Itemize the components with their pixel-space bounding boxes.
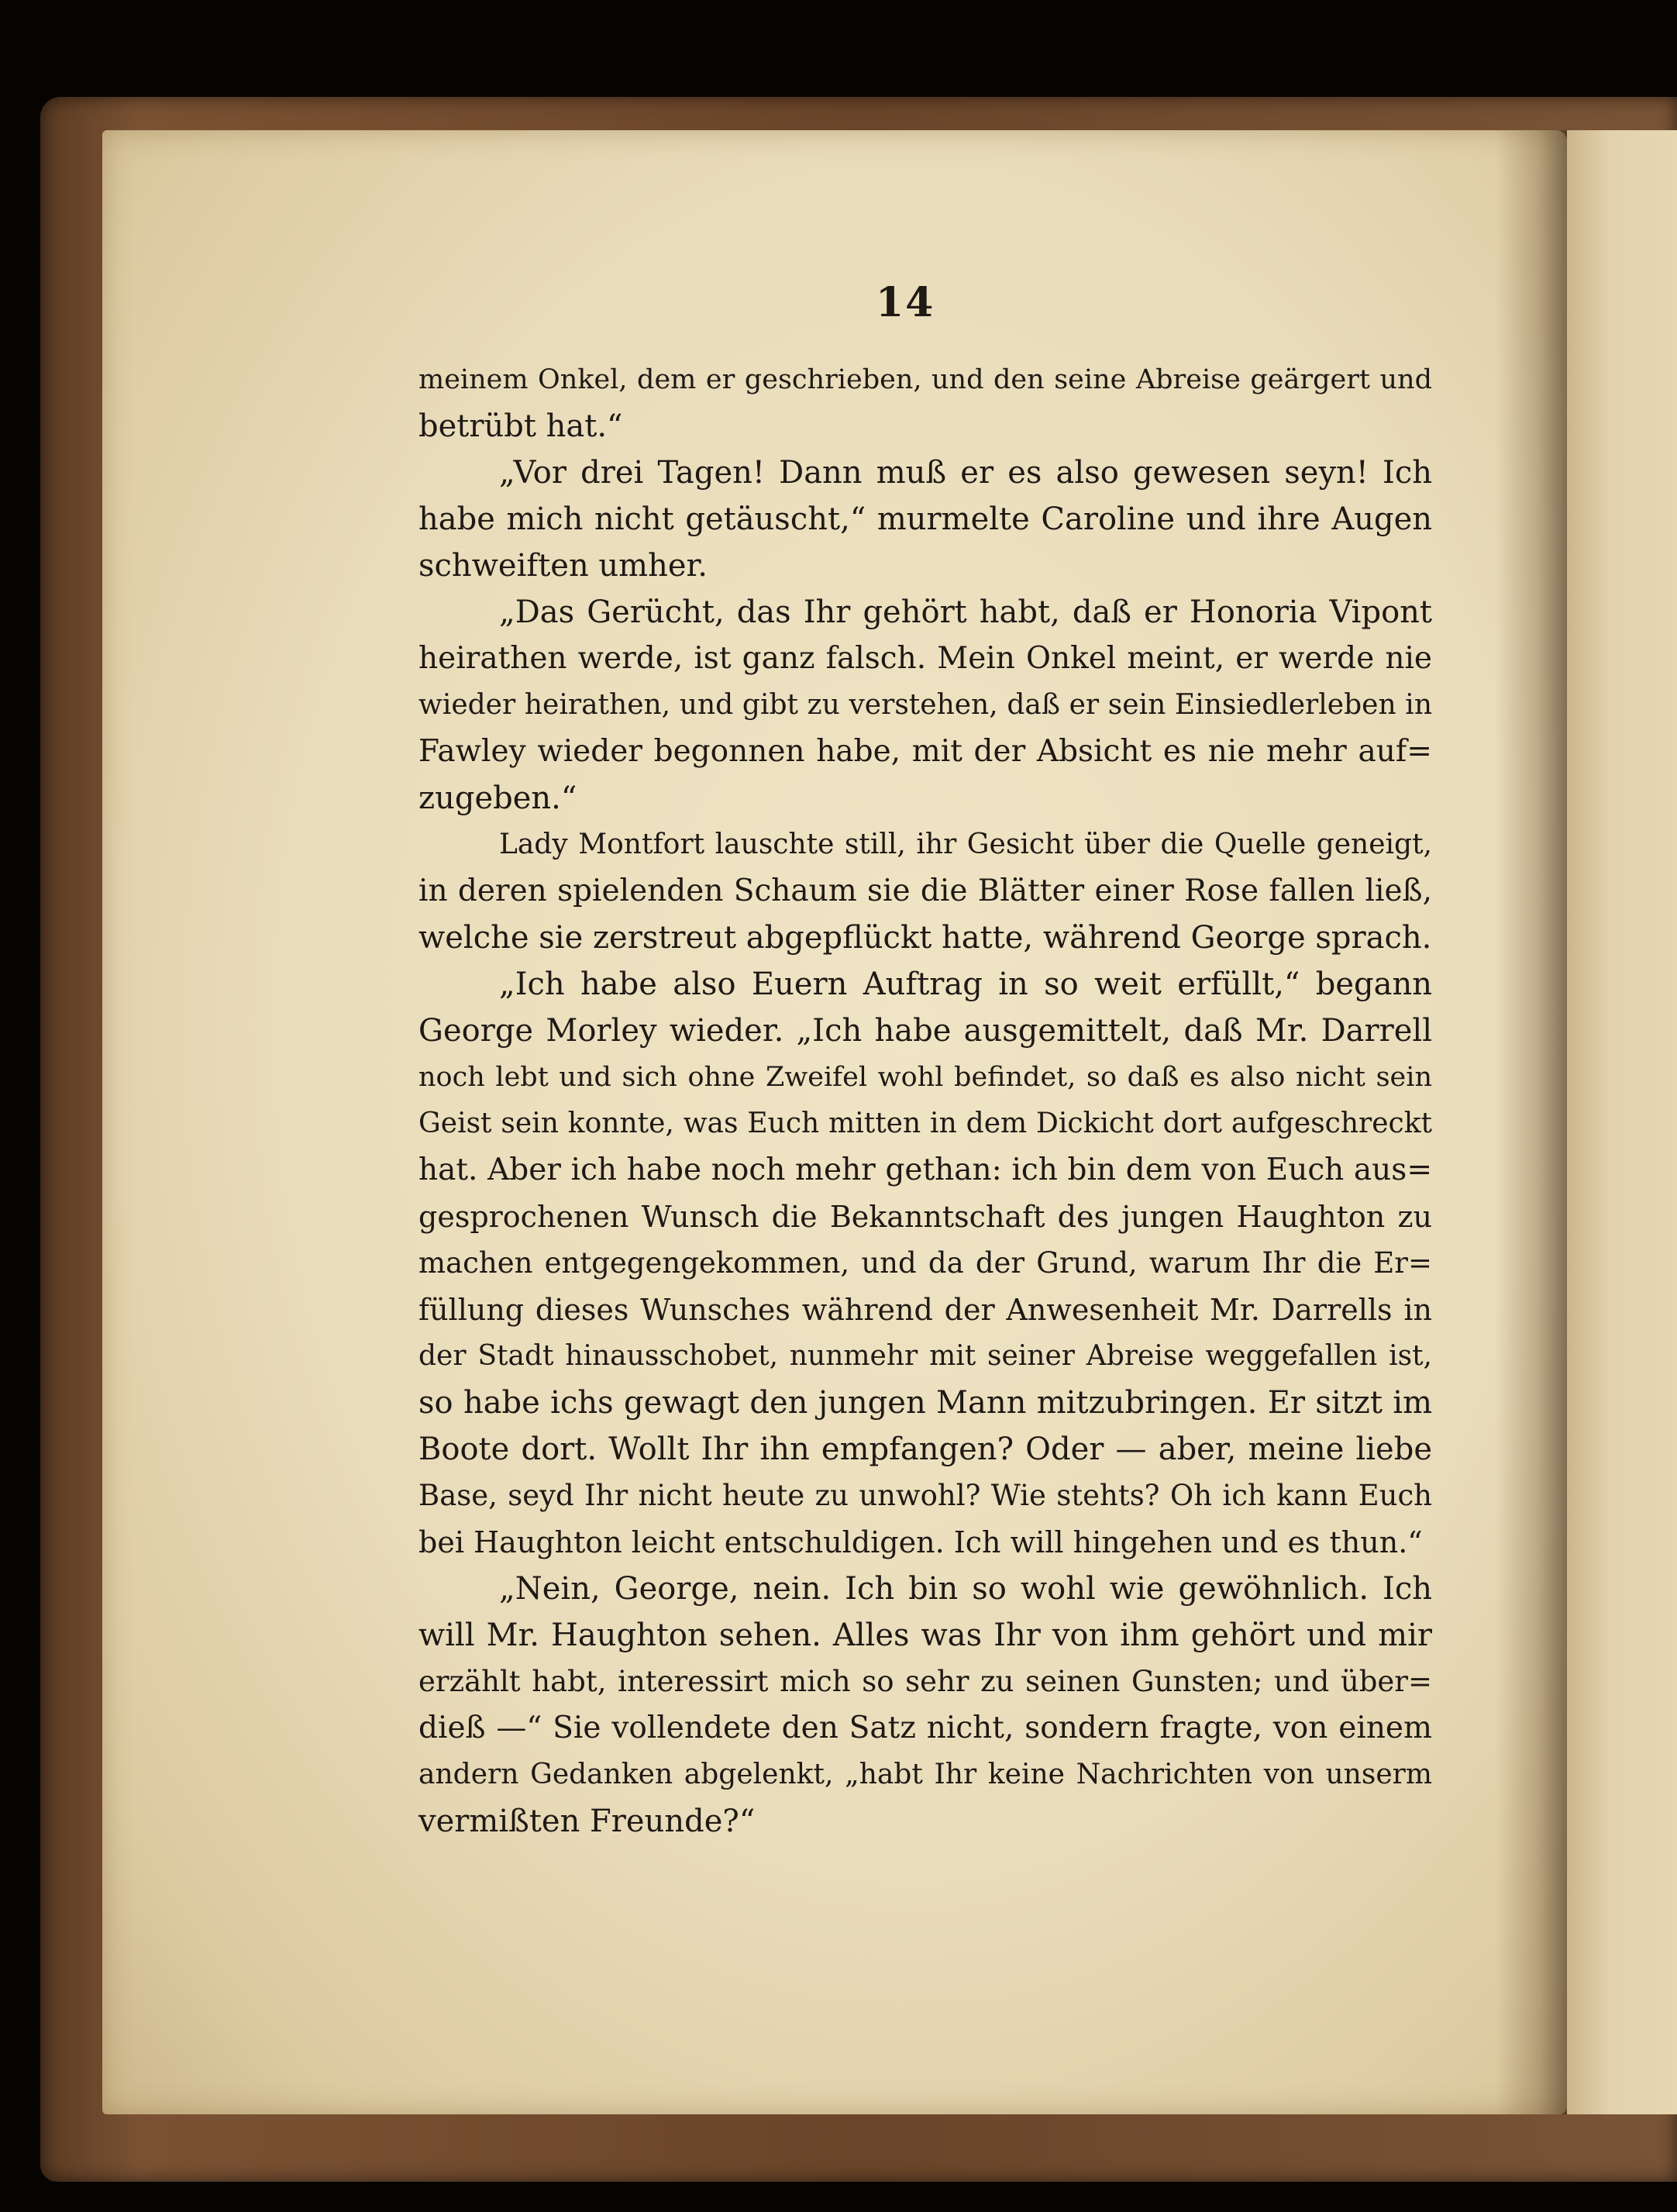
text-line: in deren spielenden Schaum sie die Blätter einer Rose fallen ließ, — [418, 873, 1432, 908]
text-line: „Das Gerücht, das Ihr gehört habt, daß er Honoria Vipont — [499, 594, 1432, 630]
body-text — [418, 357, 1432, 1845]
text-line: meinem Onkel, dem er geschrieben, und den seine Abreise geärgert und — [418, 364, 1432, 395]
text-line: welche sie zerstreut abgepflückt hatte, während George sprach. — [418, 920, 1432, 956]
text-line: Geist sein konnte, was Euch mitten in dem Dickicht dort aufgeschreckt — [418, 1108, 1432, 1139]
text-line: füllung dieses Wunsches während der Anwesenheit Mr. Darrells in — [418, 1293, 1432, 1327]
text-line: betrübt hat.“ — [418, 408, 623, 444]
text-line: habe mich nicht getäuscht,“ murmelte Caroline und ihre Augen — [418, 501, 1432, 537]
text-line: wieder heirathen, und gibt zu verstehen, daß er sein Einsiedlerleben in — [418, 689, 1432, 721]
text-line: der Stadt hinausschobet, nunmehr mit seiner Abreise weggefallen ist, — [418, 1340, 1432, 1372]
text-line: so habe ichs gewagt den jungen Mann mitzubringen. Er sitzt im — [418, 1385, 1432, 1421]
text-line: vermißten Freunde?“ — [418, 1804, 756, 1839]
text-line: dieß —“ Sie vollendete den Satz nicht, sondern fragte, von einem — [418, 1711, 1432, 1745]
text-line: zugeben.“ — [418, 780, 577, 816]
text-line: „Vor drei Tagen! Dann muß er es also gewesen seyn! Ich — [499, 455, 1432, 491]
text-line: Boote dort. Wollt Ihr ihn empfangen? Oder — aber, meine liebe — [418, 1432, 1432, 1467]
text-line: erzählt habt, interessirt mich so sehr zu seinen Gunsten; und über= — [418, 1665, 1432, 1698]
text-line: hat. Aber ich habe noch mehr gethan: ich bin dem von Euch aus= — [418, 1153, 1432, 1187]
text-line: heirathen werde, ist ganz falsch. Mein Onkel meint, er werde nie — [418, 641, 1432, 676]
text-line: Lady Montfort lauschte still, ihr Gesicht über die Quelle geneigt, — [499, 829, 1432, 860]
text-line: bei Haughton leicht entschuldigen. Ich will hingehen und es thun.“ — [418, 1525, 1423, 1559]
text-line: George Morley wieder. „Ich habe ausgemittelt, daß Mr. Darrell — [418, 1013, 1432, 1049]
facing-page-edge — [1567, 130, 1677, 2114]
page-gutter — [1496, 130, 1567, 2114]
text-line: noch lebt und sich ohne Zweifel wohl befindet, so daß es also nicht sein — [418, 1062, 1432, 1093]
text-line: schweiften umher. — [418, 548, 708, 584]
text-line: „Ich habe also Euern Auftrag in so weit erfüllt,“ begann — [499, 966, 1432, 1002]
page-number: 14 — [876, 279, 935, 326]
text-line: „Nein, George, nein. Ich bin so wohl wie gewöhnlich. Ich — [499, 1571, 1432, 1607]
text-line: andern Gedanken abgelenkt, „habt Ihr keine Nachrichten von unserm — [418, 1759, 1432, 1790]
text-line: gesprochenen Wunsch die Bekanntschaft des jungen Haughton zu — [418, 1200, 1432, 1234]
text-line: machen entgegengekommen, und da der Grund, warum Ihr die Er= — [418, 1246, 1432, 1280]
text-line: Base, seyd Ihr nicht heute zu unwohl? Wie stehts? Oh ich kann Euch — [418, 1479, 1432, 1512]
text-line: will Mr. Haughton sehen. Alles was Ihr von ihm gehört und mir — [418, 1618, 1432, 1653]
text-line: Fawley wieder begonnen habe, mit der Absicht es nie mehr auf= — [418, 734, 1432, 769]
